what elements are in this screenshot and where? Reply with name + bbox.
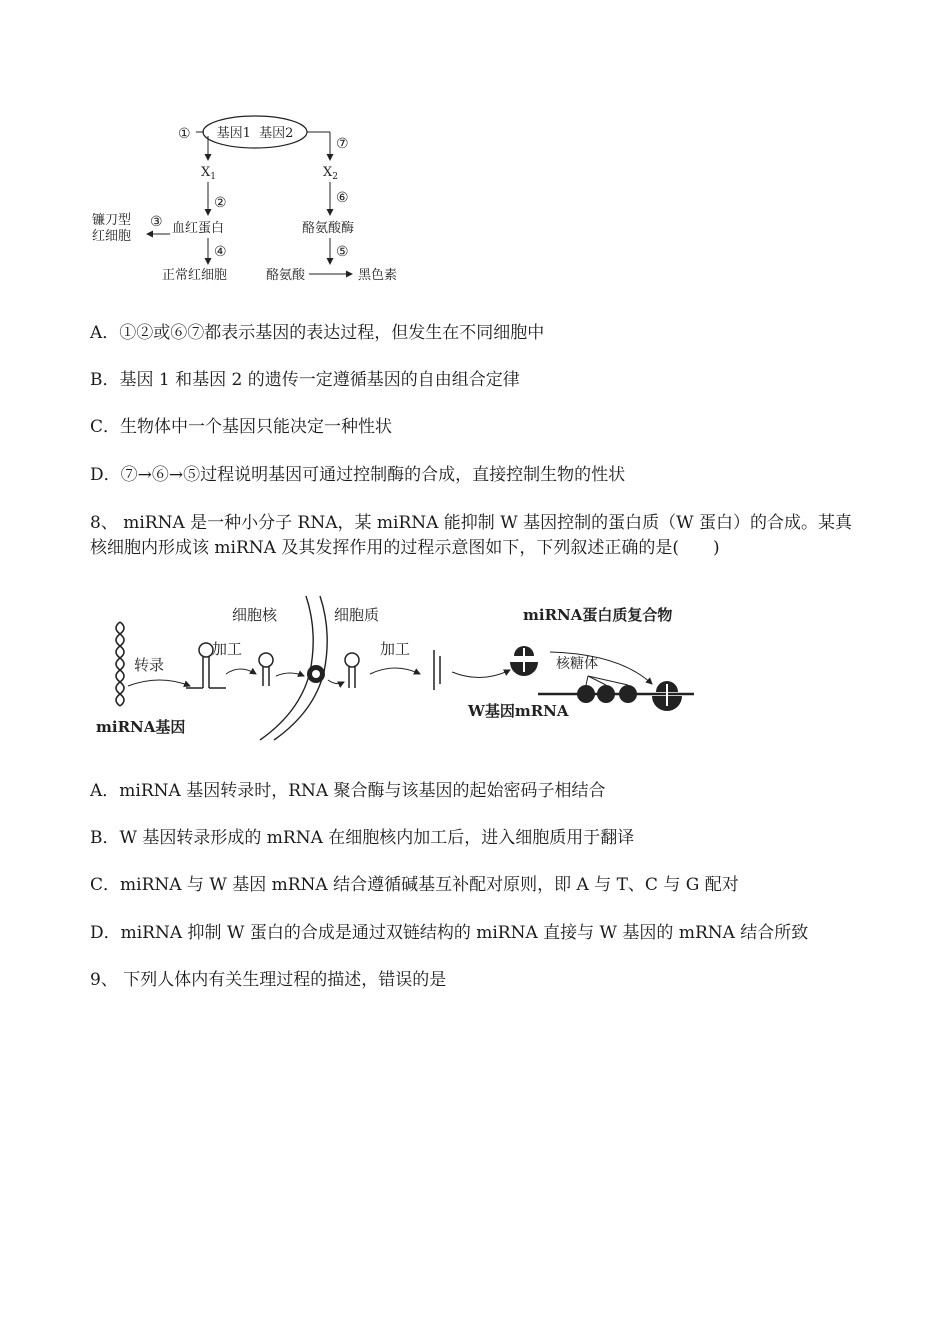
cytoplasm-mirna-hairpin bbox=[345, 653, 359, 688]
ribosome-label: 核糖体 bbox=[556, 656, 598, 672]
sickle-label-line2: 红细胞 bbox=[92, 229, 132, 244]
question-8-line-2: 核细胞内形成该 miRNA 及其发挥作用的过程示意图如下，下列叙述正确的是( ) bbox=[90, 538, 720, 558]
step-4-label: ④ bbox=[214, 244, 227, 260]
question-9-stem: 9、 下列人体内有关生理过程的描述，错误的是 bbox=[90, 970, 447, 990]
question-8-line-1: 8、 miRNA 是一种小分子 RNA，某 miRNA 能抑制 W 基因控制的蛋白质（W 蛋白）的合成。某真 bbox=[90, 513, 852, 533]
normal-rbc-label: 正常红细胞 bbox=[162, 268, 228, 283]
q8-option-c: C．miRNA 与 W 基因 mRNA 结合遵循碱基互补配对原则，即 A 与 T、C 与 G 配对 bbox=[90, 875, 739, 895]
gene-pathway-diagram bbox=[90, 112, 430, 292]
step-7-label: ⑦ bbox=[336, 136, 349, 152]
tyrosine-label: 酪氨酸 bbox=[266, 268, 306, 283]
step-2-label: ② bbox=[214, 195, 227, 211]
q7-option-a: A．①②或⑥⑦都表示基因的表达过程，但发生在不同细胞中 bbox=[90, 323, 545, 343]
mirna-protein-complex bbox=[510, 646, 538, 676]
processing-label-2: 加工 bbox=[380, 640, 411, 658]
mirna-gene-label: miRNA基因 bbox=[96, 718, 186, 736]
mirna-gene-helix bbox=[116, 622, 124, 706]
tyrosinase-label: 酪氨酸酶 bbox=[302, 221, 355, 236]
transcription-label: 转录 bbox=[134, 656, 165, 674]
bound-complex bbox=[652, 681, 682, 711]
step-3-label: ③ bbox=[150, 214, 163, 230]
processing-label-1: 加工 bbox=[212, 640, 243, 658]
question-8-stem bbox=[90, 511, 870, 561]
melanin-label: 黑色素 bbox=[358, 268, 398, 283]
sickle-label-line1: 镰刀型 bbox=[92, 213, 132, 228]
q8-option-b: B．W 基因转录形成的 mRNA 在细胞核内加工后，进入细胞质用于翻译 bbox=[90, 828, 635, 848]
q7-option-d: D．⑦→⑥→⑤过程说明基因可通过控制酶的合成，直接控制生物的性状 bbox=[90, 465, 626, 485]
nuclear-pore bbox=[307, 665, 325, 683]
x1-label: $X_1$ bbox=[201, 165, 216, 182]
mature-mirna bbox=[434, 650, 440, 690]
step-5-label: ⑤ bbox=[336, 244, 349, 260]
step-6-label: ⑥ bbox=[336, 190, 349, 206]
mirna-ribosome-line bbox=[586, 676, 628, 685]
q7-option-b: B．基因 1 和基因 2 的遗传一定遵循基因的自由组合定律 bbox=[90, 370, 520, 390]
hemoglobin-label: 血红蛋白 bbox=[172, 221, 225, 236]
nucleus-label: 细胞核 bbox=[232, 606, 278, 624]
ribosomes bbox=[577, 685, 637, 703]
q8-option-d: D．miRNA 抑制 W 蛋白的合成是通过双链结构的 miRNA 直接与 W 基因的 mRNA 结合所致 bbox=[90, 923, 809, 943]
w-mrna-label: W基因mRNA bbox=[468, 702, 569, 720]
q8-option-a: A．miRNA 基因转录时，RNA 聚合酶与该基因的起始密码子相结合 bbox=[90, 781, 606, 801]
cytoplasm-label: 细胞质 bbox=[334, 606, 380, 624]
step-1-label: ① bbox=[178, 126, 191, 142]
x2-label: $X_2$ bbox=[323, 165, 338, 182]
q7-option-c: C．生物体中一个基因只能决定一种性状 bbox=[90, 417, 393, 437]
precursor-mirna-hairpin bbox=[259, 653, 273, 686]
complex-label: miRNA蛋白质复合物 bbox=[523, 606, 673, 624]
mirna-process-diagram bbox=[90, 592, 700, 744]
genes-label: 基因1 基因2 bbox=[216, 126, 294, 141]
